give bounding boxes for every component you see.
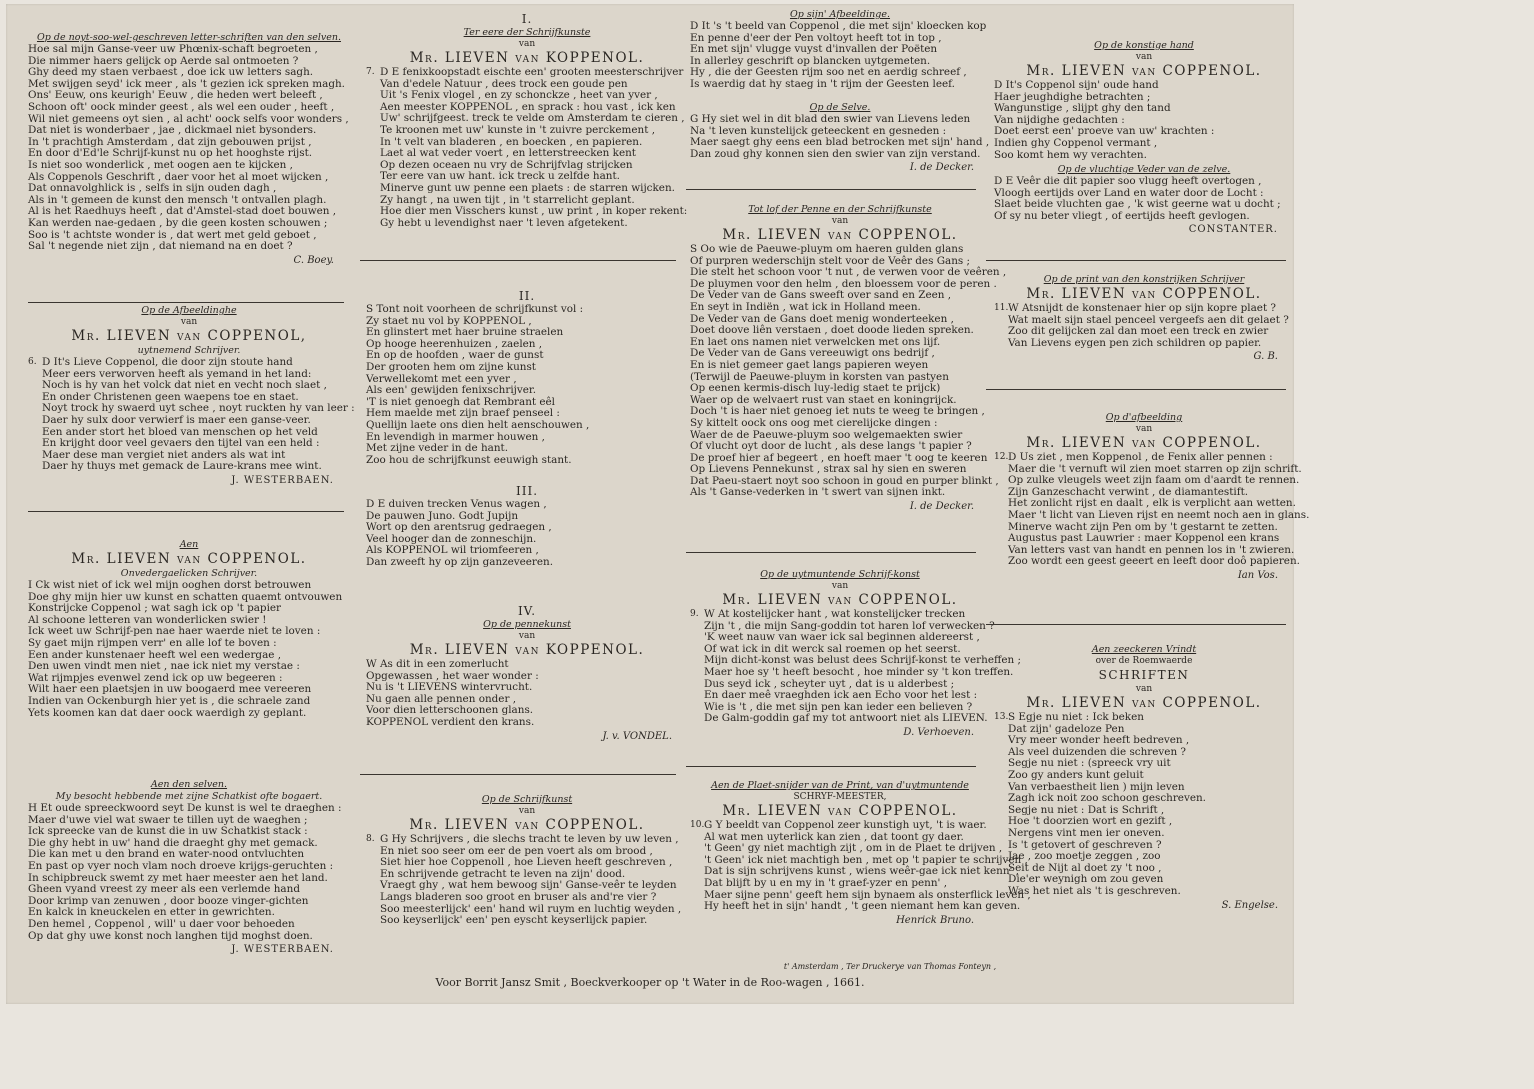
verse-line: En glinstert met haer bruine straelen <box>366 326 564 339</box>
verse-line: Mijn dicht-konst was belust dees Schrijf-konst te verheffen ; <box>704 654 1022 667</box>
verse-line: Na 't leven kunstelijck geteeckent en gesneden : <box>690 124 947 137</box>
verse-line: Het zonlicht rijst en daalt , elk is verplicht aan wetten. <box>1008 497 1296 510</box>
section-divider <box>986 389 1286 390</box>
poem-title-connector: van <box>1135 52 1153 62</box>
verse-line: Soo komt hem wy verachten. <box>994 148 1147 161</box>
poem-dedicatee: Mr. LIEVEN van COPPENOL. <box>722 803 958 819</box>
verse-line: Als in 't gemeen de kunst den mensch 't ontvallen plagh. <box>28 193 327 206</box>
verse-line: En door d'Ed'le Schrijf-kunst nu op het hooghste rijst. <box>28 147 313 160</box>
poem <box>20 539 358 719</box>
poem-title: Ter eere der Schrijfkunste <box>463 27 591 38</box>
poem <box>986 412 1310 582</box>
verse-line: Opgewassen , het waer wonder : <box>366 669 539 682</box>
verse-line: En met sijn' vlugge vuyst d'invallen der Poëten <box>690 43 938 56</box>
verse-line: Wilt haer een plaetsjen in uw boogaerd mee vereeren <box>28 683 312 696</box>
verse-line: Zoo wordt een geest geeert en leeft door doô papieren. <box>1008 555 1300 568</box>
verse-line: Minerve wacht zijn Pen om by 't gestarnt te zetten. <box>1008 520 1278 533</box>
poem-title-subject: SCHRIFTEN <box>1098 668 1190 682</box>
verse-line: D It's Lieve Coppenol, die door zijn stoute hand <box>42 356 293 368</box>
verse-line: Meer eers verworven heeft als yemand in het land: <box>42 367 312 380</box>
section-divider <box>986 624 1286 625</box>
verse-line: De Veder van de Gans vereeuwigt ons bedrijf , <box>690 347 935 360</box>
verse-line: De proef hier af begeert , en hoeft maer 't oog te keeren <box>690 451 988 464</box>
verse-line: Dan zoud ghy konnen sien den swier van zijn verstand. <box>690 147 981 160</box>
verse-line: Op zulke vleugels weet zijn faam om d'aardt te rennen. <box>1008 474 1300 487</box>
poem-index: 11. <box>994 303 1009 313</box>
poem-title: Op de noyt-soo-wel-geschreven letter-schriften van den selven. <box>36 32 341 43</box>
verse-line: En niet soo seer om eer de pen voert als om brood , <box>380 844 653 857</box>
verse-line: Quellijn laete ons dien helt aenschouwen , <box>366 418 590 431</box>
verse-line: Door krimp van zenuwen , door booze vinger-gichten <box>28 894 309 907</box>
verse-line: Augustus past Lauwrier : maer Koppenol een krans <box>1008 532 1280 545</box>
verse-line: (Terwijl de Paeuwe-pluym in korsten van pastyen <box>690 370 949 383</box>
verse-line: Verwellekomt met een yver , <box>366 372 517 385</box>
poem-signature: G. B. <box>1253 351 1278 363</box>
verse-line: En penne d'eer der Pen voltoyt heeft tot in top , <box>690 31 942 44</box>
verse-line: Veel hooger dan de zonneschijn. <box>366 532 537 545</box>
verse-line: Maer hoe sy 't heeft besocht , hoe minder sy 't kon treffen. <box>704 665 1014 678</box>
verse-line: Is niet soo wonderlick , met oogen aen te kijcken , <box>28 158 293 171</box>
verse-line: Der grooten hem om zijne kunst <box>366 360 536 373</box>
poem <box>20 32 358 267</box>
verse-line: Siet hier hoe Coppenoll , hoe Lieven heeft geschreven , <box>380 856 673 869</box>
verse-line: Met zijne veder in de hant. <box>366 442 508 455</box>
verse-line: Maer dese man vergiet niet anders als wat int <box>42 448 286 461</box>
verse-line: Wort op den arentsrug gedraegen , <box>366 521 552 534</box>
verse-line: D It 's 't beeld van Coppenol , die met sijn' kloecken kop <box>690 20 987 32</box>
verse-line: Maer sijne penn' geeft hem sijn bynaem als onsterflick leven , <box>704 888 1031 901</box>
poem-dedicatee: Mr. LIEVEN van COPPENOL. <box>722 592 958 608</box>
verse-line: W Atsnijdt de konstenaer hier op sijn kopre plaet ? <box>1008 302 1276 314</box>
broadsheet <box>6 4 1310 1004</box>
poem-index: 6. <box>28 357 37 367</box>
verse-line: Zoo gy anders kunt geluit <box>1008 768 1144 781</box>
poem-title-connector: van <box>1135 424 1153 434</box>
verse-line: Of purpren wederschijn stelt voor de Veêr des Gans ; <box>690 254 971 267</box>
verse-line: Dat onnavolghlick is , selfs in sijn ouden dagh , <box>28 182 277 195</box>
verse-line: En kalck in kneuckelen en etter in gewrichten. <box>28 906 275 919</box>
verse-line: Die kan met u den brand en water-nood ontvluchten <box>28 848 305 861</box>
imprint-publisher: Voor Borrit Jansz Smit , Boeckverkooper op 't Water in de Roo-wagen , 1661. <box>435 976 865 989</box>
verse-line: Haer jeughdighe betrachten ; <box>994 90 1151 103</box>
verse-line: Aen meester KOPPENOL , en sprack : hou vast , ick ken <box>380 100 676 113</box>
verse-line: Minerve gunt uw penne een plaets : de starren wijcken. <box>380 181 675 194</box>
verse-line: Daer hy thuys met gemack de Laure-krans mee wint. <box>42 460 322 473</box>
verse-line: Seit de Nijt al doet zy 't noo , <box>1008 861 1162 874</box>
verse-line: Uit 's Fenix vlogel , en zy schonckze , heet van yver , <box>380 89 658 102</box>
verse-line: Hoe 't doorzien wort en gezift , <box>1008 815 1173 828</box>
verse-line: Zy hangt , na uwen tijt , in 't starrelicht geplant. <box>380 193 635 206</box>
verse-line: In schipbreuck swemt zy met haer meester aen het land. <box>28 871 328 884</box>
verse-line: Sy kittelt oock ons oog met cierelijcke dingen : <box>690 416 938 429</box>
section-divider <box>360 260 676 261</box>
verse-line: En is niet gemeer gaet langs papieren weyen <box>690 358 929 371</box>
verse-line: Den uwen vindt men niet , nae ick niet my verstae : <box>28 660 300 673</box>
verse-line: D E duiven trecken Venus wagen , <box>366 498 547 510</box>
verse-line: Dus seyd ick , scheyter uyt , dat is u alderbest ; <box>704 677 955 690</box>
poem-number: III. <box>515 484 539 498</box>
verse-line: Die stelt het schoon voor 't nut , de verwen voor de veêren , <box>690 266 1007 279</box>
verse-line: Met swijgen seyd' ick meer , als 't gezien ick spreken magh. <box>28 77 345 90</box>
poem <box>358 604 696 743</box>
verse-line: Een ander kunstenaer heeft wel een wedergae , <box>28 648 282 661</box>
verse-line: Uw' schrijfgeest. treck te velde om Amsterdam te cieren , <box>380 112 685 125</box>
verse-line: Schoon oft' oock minder geest , als wel een ouder , heeft , <box>28 100 335 113</box>
poem-title-connector: van <box>518 806 536 816</box>
verse-line: Slaet beide vluchten gae , 'k wist geerne wat u docht ; <box>994 198 1281 211</box>
poem-dedicatee: Mr. LIEVEN van COPPENOL. <box>71 551 307 567</box>
poem-index: 12. <box>994 452 1009 462</box>
verse-line: Hoe dier men Visschers kunst , uw print , in koper rekent: <box>380 205 688 218</box>
verse-line: Was het niet als 't is geschreven. <box>1008 884 1181 897</box>
poem-title: Aen de Plaet-snijder van de Print, van d'uytmuntende <box>711 780 969 791</box>
poem <box>682 780 1031 927</box>
verse-line: De pluymen voor den helm , den bloessem voor de peren . <box>690 277 997 290</box>
verse-line: Voor dien letterschoonen glans. <box>366 704 534 717</box>
verse-line: Een ander stort het bloed van menschen op het veld <box>42 425 318 438</box>
poem-title-connector: over de Roemwaerde <box>1095 656 1193 666</box>
verse-line: Soo meesterlijck' een' hand wil ruym en luchtig weyden , <box>380 902 682 915</box>
verse-line: Is waerdig dat hy staeg in 't rijm der Geesten leef. <box>690 77 955 90</box>
verse-line: 'T is niet genoegh dat Rembrant eêl <box>366 395 555 408</box>
verse-line: Maer d'uwe viel wat swaer te tillen uyt de waeghen ; <box>28 813 308 826</box>
poem-dedicatee: Mr. LIEVEN van KOPPENOL. <box>409 50 645 66</box>
verse-line: En onder Christenen geen waepens toe en staet. <box>42 390 299 403</box>
verse-line: En krijght door veel gevaers den tijtel van een held : <box>42 437 320 450</box>
verse-line: Indien van Ockenburgh hier yet is , die schraele zand <box>28 694 311 707</box>
poem-subtitle: uytnemend Schrijver. <box>137 345 241 356</box>
verse-line: Van verbaestheit lien ) mijn leven <box>1008 780 1185 793</box>
verse-line: Dat zijn' gadeloze Pen <box>1008 722 1125 735</box>
verse-line: Wat maelt sijn stael penceel vergeefs aen dit gelaet ? <box>1008 313 1289 326</box>
verse-line: Jae , zoo moetje zeggen , zoo <box>1008 850 1161 863</box>
poem-subtitle: My besocht hebbende met zijne Schatkist ofte bogaert. <box>55 791 323 802</box>
poem-signature: S. Engelse. <box>1221 899 1278 911</box>
verse-line: D E Veêr die dit papier soo vlugg heeft overtogen , <box>994 175 1262 187</box>
poem-dedicatee: Mr. LIEVEN van COPPENOL. <box>1026 63 1262 79</box>
verse-line: Als KOPPENOL wil triomfeeren , <box>366 544 539 557</box>
poem <box>358 484 696 569</box>
verse-line: Die nimmer haers gelijck op Aerde sal ontmoeten ? <box>28 54 299 67</box>
poem-signature: C. Boey. <box>293 254 334 266</box>
poem-signature: D. Verhoeven. <box>903 726 974 738</box>
poem <box>682 102 998 174</box>
verse-line: Die'er weynigh om zou geven <box>1008 873 1164 886</box>
poem-title-connector: van <box>1135 684 1153 694</box>
poem-index: 10. <box>690 820 705 830</box>
poem-title-connector: van <box>518 631 536 641</box>
verse-line: Laet al wat veder voert , en letterstreecken kent <box>380 147 636 160</box>
verse-line: Al schoone letteren van wonderlicken swier ! <box>28 613 267 626</box>
verse-line: Hem maelde met zijn braef penseel : <box>366 407 560 420</box>
verse-line: 'K weet nauw van waer ick sal beginnen aldereerst , <box>704 631 980 644</box>
section-divider <box>686 552 976 553</box>
verse-line: Maer saegt ghy eens een blad betrocken met sijn' hand , <box>690 136 990 149</box>
verse-line: Te kroonen met uw' kunste in 't zuivre perckement , <box>380 123 655 136</box>
verse-line: En laet ons namen niet verwelcken met ons lijf. <box>690 335 941 348</box>
verse-line: Van Lievens eygen pen zich schildren op papier. <box>1008 336 1262 349</box>
verse-line: D Us ziet , men Koppenol , de Fenix aller pennen : <box>1008 451 1273 463</box>
verse-line: Noyt trock hy swaerd uyt schee , noyt ruckten hy van leer : <box>42 402 355 415</box>
verse-line: Ghy deed my staen verbaest , doe ick uw letters sagh. <box>28 66 314 79</box>
verse-line: Of vlucht oyt door de lucht , als dese langs 't papier ? <box>690 440 972 453</box>
poem-signature: J. WESTERBAEN. <box>231 944 334 956</box>
verse-line: Maer 't licht van Lieven rijst en neemt noch aen in glans. <box>1008 508 1310 521</box>
verse-line: 't Geen' gy niet machtigh zijt , om in de Plaet te drijven , <box>704 842 1003 855</box>
verse-line: Dat is sijn schrijvens kunst , wiens weêr-gae ick niet kenn' , <box>704 865 1019 878</box>
verse-line: Yets koomen kan dat daer oock waerdigh zy geplant. <box>28 706 307 719</box>
poem-title: Op d'afbeelding <box>1105 412 1183 423</box>
poem-index: 13. <box>994 712 1009 722</box>
verse-line: Wie is 't , die met sijn pen kan ieder een believen ? <box>704 700 973 713</box>
verse-line: En schrijvende getracht te leven na zijn' dood. <box>380 867 626 880</box>
poem-signature: CONSTANTER. <box>1188 224 1278 236</box>
poem <box>358 289 696 466</box>
verse-line: Waer op de welvaert rust van staet en koningrijck. <box>690 393 957 406</box>
verse-line: Doet eerst een' proeve van uw' krachten : <box>994 125 1215 138</box>
verse-line: Noch is hy van het volck dat niet en vecht noch slaet , <box>42 379 327 392</box>
verse-line: Konstrijcke Coppenol ; wat sagh ick op 't papier <box>28 602 282 615</box>
verse-line: En daer meê vraeghden ick aen Echo voor het lest : <box>704 689 978 702</box>
verse-line: Maer die 't vernuft wil zien moet starren op zijn schrift. <box>1008 462 1302 475</box>
poem-dedicatee: Mr. LIEVEN van KOPPENOL. <box>409 642 645 658</box>
verse-line: Ick spreecke van de kunst die in uw Schatkist stack : <box>28 825 308 838</box>
poem <box>20 305 358 487</box>
verse-line: Zoo dit gelijcken zal dan moet een treck en zwier <box>1008 325 1269 338</box>
poem <box>986 164 1302 236</box>
poem-title-connector: van <box>180 317 198 327</box>
section-divider <box>28 302 344 303</box>
verse-line: Op eenen kermis-disch luy-ledig staet te prijck) <box>690 382 941 395</box>
verse-line: Dat blijft by u en my in 't graef-yzer en penn' , <box>704 876 947 889</box>
verse-line: Segje nu niet : Dat is Schrift , <box>1008 803 1165 816</box>
verse-line: Op dezen oceaen nu vry de Schrijfvlag strijcken <box>380 158 633 171</box>
verse-line: En levendigh in marmer houwen , <box>366 430 545 443</box>
poem-title: Op de pennekunst <box>483 619 571 630</box>
poem-title: Op de print van den konstrijken Schrijver <box>1043 274 1245 285</box>
poem-signature: J. WESTERBAEN. <box>231 474 334 486</box>
poem-index: 9. <box>690 609 699 619</box>
verse-line: D E fenixkoopstadt eischte een' grooten meesterschrijver <box>380 66 684 78</box>
poem-signature: Henrick Bruno. <box>896 914 974 926</box>
poem <box>986 40 1302 161</box>
poem-subtitle: Onvedergaelicken Schrijver. <box>120 568 258 579</box>
poem-title-connector: SCHRYF-MEESTER, <box>793 792 887 802</box>
verse-line: S Tont noit voorheen de schrijfkunst vol : <box>366 303 584 315</box>
verse-line: De Veder van de Gans sweeft over sand en Zeen , <box>690 289 952 302</box>
poem-number: IV. <box>517 604 537 618</box>
verse-line: Daer hy sulx door verwierf is maer een ganse-veer. <box>42 413 311 426</box>
poem-title: Op de Selve. <box>809 102 871 113</box>
verse-line: In 't velt van bladeren , en boecken , en papieren. <box>380 135 643 148</box>
verse-line: Al wat men uyterlick kan zien , dat toont gy daer. <box>704 830 964 843</box>
verse-line: G Hy Schrijvers , die slechs tracht te leven by uw leven , <box>380 833 679 845</box>
section-divider <box>360 774 676 775</box>
verse-line: 't Geen' ick niet machtigh ben , met op 't papier te schrijven , <box>704 853 1028 866</box>
section-divider <box>686 766 976 767</box>
poem-title: Op sijn' Afbeeldinge. <box>789 9 891 20</box>
verse-line: Vraegt ghy , wat hem bewoog sijn' Ganse-veêr te leyden <box>380 879 677 892</box>
verse-line: S Egje nu niet : Ick beken <box>1008 711 1144 723</box>
verse-line: Segje nu niet : (spreeck vry uit <box>1008 757 1171 770</box>
poem-signature: I. de Decker. <box>909 162 974 174</box>
verse-line: Dat niet is wonderbaer , jae , dickmael niet bysonders. <box>28 124 317 137</box>
verse-line: Gy hebt u levendighst naer 't leven afgetekent. <box>380 216 628 229</box>
verse-line: Nergens vint men ier oneven. <box>1008 826 1165 839</box>
poem-index: 7. <box>366 67 375 77</box>
poem-number: II. <box>518 289 536 303</box>
poem-title: Op de vluchtige Veder van de zelve. <box>1057 164 1231 175</box>
verse-line: W At kostelijcker hant , wat konstelijcker trecken <box>704 608 966 620</box>
verse-line: Vry meer wonder heeft bedreven , <box>1008 734 1190 747</box>
poem-signature: J. v. VONDEL. <box>602 730 672 742</box>
verse-line: Op dat ghy uwe konst noch langhen tijd moghst doen. <box>28 929 313 942</box>
verse-line: Van letters vast van handt en pennen los in 't zwieren. <box>1008 543 1295 556</box>
poem-title: Aen den selven. <box>150 779 228 790</box>
verse-line: Langs bladeren soo groot en bruser als and're vier ? <box>380 890 657 903</box>
poem-title: Op de konstige hand <box>1094 40 1194 51</box>
poem-title: Tot lof der Penne en der Schrijfkunste <box>748 204 932 215</box>
verse-line: Gheen vyand vreest zy meer als een verlemde hand <box>28 883 300 896</box>
imprint-printer: t' Amsterdam , Ter Druckerye van Thomas Fonteyn , <box>783 962 997 971</box>
verse-line: Hy heeft het in sijn' handt , 't geen niemant hem kan geven. <box>704 900 1021 913</box>
verse-line: En op de hoofden , waer de gunst <box>366 349 544 362</box>
verse-line: In 't prachtigh Amsterdam , dat zijn gebouwen prijst , <box>28 135 312 148</box>
verse-line: Wat rijmpjes evenwel zend ick op uw begeeren : <box>28 671 283 684</box>
verse-line: Ter eere van uw hant. ick treck u zelfde hant. <box>380 170 620 183</box>
poem <box>358 12 696 229</box>
verse-line: S Oo wie de Paeuwe-pluym om haeren gulden glans <box>690 243 964 255</box>
poem-title: Aen zeeckeren Vrindt <box>1091 644 1197 655</box>
verse-line: Kan werden nae-gedaen , by die geen kosten schouwen ; <box>28 216 328 229</box>
verse-line: Soo is 't achtste wonder is , dat wert met geld geboet , <box>28 228 317 241</box>
verse-line: Wangunstige , slijpt ghy den tand <box>994 102 1171 115</box>
verse-line: De Galm-goddin gaf my tot antwoort niet als LIEVEN. <box>704 712 988 725</box>
verse-line: Doch 't is haer niet genoeg iet nuts te weeg te bringen , <box>690 405 985 418</box>
poem-title: Op de Schrijfkunst <box>481 794 573 805</box>
verse-line: Zy staet nu vol by KOPPENOL , <box>366 314 532 327</box>
verse-line: Wil niet gemeens oyt sien , al acht' oock selfs voor wonders , <box>28 112 349 125</box>
verse-line: De Veder van de Gans doet menig wonderteeken , <box>690 312 954 325</box>
verse-line: Waer de de Paeuwe-pluym soo welgemaekten swier <box>690 428 963 441</box>
verse-line: Doet doove liên verstaen , doet doode lieden spreken. <box>690 324 974 337</box>
poem-title-connector: van <box>831 581 849 591</box>
poem-signature: Ian Vos. <box>1237 569 1278 581</box>
verse-line: Indien ghy Coppenol vermant , <box>994 136 1158 149</box>
poem <box>986 274 1302 363</box>
verse-line: Als veel duizenden die schreven ? <box>1008 745 1187 758</box>
verse-line: Dat Paeu-staert noyt soo schoon in goud en purper blinkt , <box>690 474 999 487</box>
poem-title: Op de Afbeeldinghe <box>141 305 237 316</box>
poem-dedicatee: Mr. LIEVEN van COPPENOL, <box>71 328 307 344</box>
poem-title: Aen <box>179 539 199 550</box>
section-divider <box>986 260 1286 261</box>
poem <box>20 779 358 956</box>
verse-line: W As dit in een zomerlucht <box>366 658 509 670</box>
verse-line: Dan zweeft hy op zijn ganzeveeren. <box>366 555 554 568</box>
poem-title: Op de uytmuntende Schrijf-konst <box>760 569 920 580</box>
verse-line: Als 't Ganse-vederken in 't swert van sijnen inkt. <box>690 486 946 499</box>
verse-line: En seyt in Indiën , wat ick in Holland meen. <box>690 300 921 313</box>
poem-dedicatee: Mr. LIEVEN van COPPENOL. <box>409 817 645 833</box>
verse-line: Sal 't negende niet zijn , dat niemand na en doet ? <box>28 240 293 253</box>
verse-line: Al is het Raedhuys heeft , dat d'Amstel-stad doet bouwen , <box>28 205 337 218</box>
poem-dedicatee: Mr. LIEVEN van COPPENOL. <box>1026 286 1262 302</box>
verse-line: H Et oude spreeckwoord seyt De kunst is wel te draeghen : <box>28 802 342 814</box>
poem-dedicatee: Mr. LIEVEN van COPPENOL. <box>1026 695 1262 711</box>
verse-line: Ick weet uw Schrijf-pen nae haer waerde niet te loven : <box>28 625 321 638</box>
poem-signature: I. de Decker. <box>909 501 974 513</box>
verse-line: Nu gaen alle pennen onder , <box>366 692 517 705</box>
verse-line: Of sy nu beter vliegt , of eertijds heeft gevlogen. <box>994 209 1250 222</box>
verse-line: Hoe sal mijn Ganse-veer uw Phœnix-schaft begroeten , <box>28 43 318 55</box>
verse-line: G Y beeldt van Coppenol zeer kunstigh uyt, 't is waer. <box>704 819 987 831</box>
verse-line: De pauwen Juno. Godt Jupijn <box>366 509 519 522</box>
verse-line: Op Lievens Pennekunst , strax sal hy sien en sweren <box>690 463 967 476</box>
verse-line: Op hooge heerenhuizen , zaelen , <box>366 337 543 350</box>
verse-line: Soo keyserlijck' een' pen eyscht keyserlijck papier. <box>380 914 648 927</box>
poem-title-connector: van <box>831 216 849 226</box>
poem-index: 8. <box>366 834 375 844</box>
verse-line: Zijn 't , die mijn Sang-goddin tot haren lof verwecken ? <box>704 619 995 632</box>
poem-title-connector: van <box>518 39 536 49</box>
verse-line: Vloogh eertijds over Land en water door de Locht : <box>994 186 1264 199</box>
verse-line: En past op vyer noch vlam noch droeve krijgs-geruchten : <box>28 859 334 872</box>
verse-line: Die ghy hebt in uw' hand die draeght ghy met gemack. <box>28 836 318 849</box>
verse-line: I Ck wist niet of ick wel mijn ooghen dorst betrouwen <box>28 579 312 591</box>
verse-line: Van nijdighe gedachten : <box>994 113 1125 126</box>
verse-line: G Hy siet wel in dit blad den swier van Lievens leden <box>690 113 971 125</box>
verse-line: Ons' Eeuw, ons keurigh' Eeuw , die heden wert beleeft , <box>28 89 323 102</box>
verse-line: In allerley geschrift op blancken uytgemeten. <box>690 54 931 67</box>
verse-line: Is 't getovert of geschreven ? <box>1008 838 1162 851</box>
verse-line: Nu is 't LIEVENS wintervrucht. <box>366 681 533 694</box>
poem <box>986 644 1302 912</box>
verse-line: Doe ghy mijn hier uw kunst en schatten quaemt ontvouwen <box>28 590 343 603</box>
poem <box>682 9 998 91</box>
verse-line: Zijn Ganzeschacht verwint , de diamantestift. <box>1008 485 1249 498</box>
verse-line: Sy gaet mijn rijmpen verr' en alle lof te boven : <box>28 636 277 649</box>
verse-line: KOPPENOL verdient den krans. <box>366 715 535 728</box>
verse-line: Hy , die der Geesten rijm soo net en aerdig schreef , <box>690 66 967 79</box>
poem <box>358 794 696 927</box>
verse-line: Of wat ick in dit werck sal roemen op het seerst. <box>704 642 961 655</box>
verse-line: Als een' gewijden fenixschrijver. <box>366 384 537 397</box>
verse-line: Van d'edele Natuur , dees trock een goude pen <box>380 77 628 90</box>
verse-line: D It's Coppenol sijn' oude hand <box>994 79 1159 91</box>
verse-line: Den hemel , Coppenol , will' u daer voor behoeden <box>28 917 295 930</box>
section-divider <box>28 511 344 512</box>
verse-line: Als Coppenols Geschrift , daer voor het al moet wijcken , <box>28 170 329 183</box>
verse-line: Zoo hou de schrijfkunst eeuwigh stant. <box>366 453 572 466</box>
section-divider <box>686 189 976 190</box>
verse-line: Zagh ick noit zoo schoon geschreven. <box>1008 792 1206 805</box>
poem-number: I. <box>521 12 533 26</box>
poem-dedicatee: Mr. LIEVEN van COPPENOL. <box>722 227 958 243</box>
poem-dedicatee: Mr. LIEVEN van COPPENOL. <box>1026 435 1262 451</box>
